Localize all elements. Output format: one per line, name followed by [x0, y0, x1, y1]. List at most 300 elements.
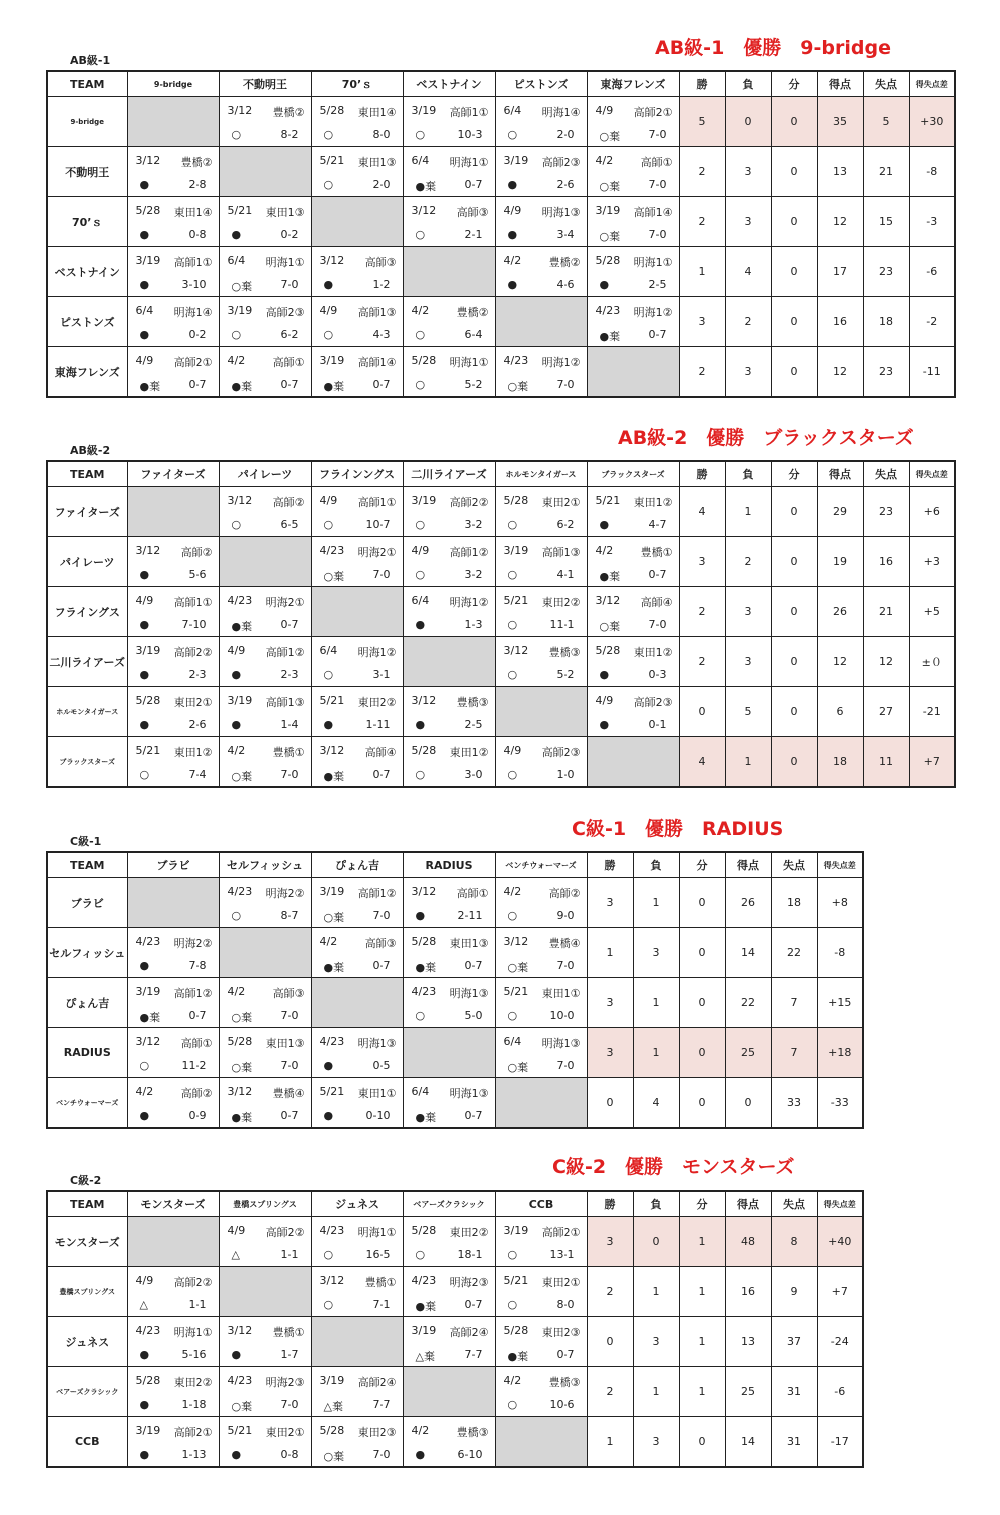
match-info — [228, 1224, 305, 1240]
match-date: 6/4 — [135, 304, 154, 317]
stat-value: -17 — [817, 1417, 863, 1468]
match-cell — [127, 687, 219, 737]
match-score: 5-0 — [464, 1009, 483, 1022]
match-result — [320, 1059, 397, 1072]
stat-value: 7 — [771, 1028, 817, 1078]
match-result — [504, 178, 581, 191]
stat-value: 4 — [725, 247, 771, 297]
match-venue: 東田1④ — [173, 206, 213, 219]
match-info — [504, 594, 581, 610]
stat-value: 0 — [771, 587, 817, 637]
team-row — [47, 1317, 863, 1367]
stat-value: 0 — [679, 978, 725, 1028]
match-cell — [127, 1078, 219, 1129]
stat-value: ±０ — [909, 637, 955, 687]
match-score: 5-2 — [556, 668, 575, 681]
match-venue: 豊橋② — [456, 306, 489, 319]
match-info — [320, 1374, 397, 1390]
stat-value: 1 — [633, 978, 679, 1028]
match-info — [596, 544, 673, 560]
match-date: 4/23 — [503, 354, 529, 367]
match-score: 3-10 — [181, 278, 207, 291]
match-cell — [219, 487, 311, 537]
stat-header: 勝 — [587, 1191, 633, 1217]
result-mark: ○ — [323, 178, 334, 191]
match-score: 7-0 — [372, 909, 391, 922]
match-venue: 高師2③ — [541, 746, 581, 759]
match-venue: 東田2③ — [357, 1426, 397, 1439]
result-mark: ○ — [507, 1009, 518, 1022]
result-mark: ○棄 — [231, 1400, 253, 1413]
match-info — [320, 1035, 397, 1051]
stat-value: -33 — [817, 1078, 863, 1129]
stat-value: 4 — [633, 1078, 679, 1129]
match-score: 2-6 — [188, 718, 207, 731]
team-row — [47, 737, 955, 788]
stat-value: +15 — [817, 978, 863, 1028]
stat-value: 37 — [771, 1317, 817, 1367]
match-info — [320, 154, 397, 170]
match-venue: 高師2① — [633, 106, 673, 119]
match-venue: 高師① — [640, 156, 673, 169]
match-date: 5/28 — [503, 1324, 529, 1337]
result-mark: ○ — [507, 568, 518, 581]
match-score: 1-3 — [464, 618, 483, 631]
stat-value: 1 — [633, 878, 679, 928]
match-result — [504, 1059, 581, 1075]
result-mark: ●棄 — [415, 180, 437, 193]
match-info — [412, 154, 489, 170]
match-date: 4/9 — [503, 204, 522, 217]
match-date: 3/12 — [319, 1274, 345, 1287]
match-date: 4/23 — [319, 1035, 345, 1048]
match-result — [412, 228, 489, 241]
match-venue: 明海2① — [357, 546, 397, 559]
match-score: 3-0 — [464, 768, 483, 781]
stat-value: 3 — [633, 1417, 679, 1468]
match-cell — [587, 247, 679, 297]
result-mark: ○ — [139, 768, 150, 781]
match-date: 3/19 — [135, 985, 161, 998]
match-score: 13-1 — [549, 1248, 575, 1261]
match-date: 3/12 — [227, 1085, 253, 1098]
match-result — [504, 378, 581, 394]
match-venue: 高師③ — [364, 937, 397, 950]
stat-header: 得点 — [817, 461, 863, 487]
match-venue: 高師② — [548, 887, 581, 900]
match-date: 3/12 — [319, 744, 345, 757]
match-result — [412, 178, 489, 194]
match-info — [136, 254, 213, 270]
match-date: 4/23 — [595, 304, 621, 317]
match-cell — [403, 197, 495, 247]
match-result — [136, 568, 213, 581]
match-date: 5/21 — [227, 204, 253, 217]
match-date: 4/9 — [319, 494, 338, 507]
match-info — [136, 1274, 213, 1290]
result-mark: ○ — [507, 668, 518, 681]
stat-value: +8 — [817, 878, 863, 928]
team-name: 9-bridge — [47, 97, 127, 147]
stat-value: +30 — [909, 97, 955, 147]
match-info — [596, 304, 673, 320]
match-cell — [403, 878, 495, 928]
team-name: 不動明王 — [47, 147, 127, 197]
match-info — [320, 694, 397, 710]
match-date: 3/12 — [503, 935, 529, 948]
match-date: 4/2 — [227, 985, 246, 998]
section-label: AB級-2 — [70, 444, 111, 457]
match-result — [136, 959, 213, 972]
team-name: セルフィッシュ — [47, 928, 127, 978]
team-name: ピストンズ — [47, 297, 127, 347]
match-info — [504, 154, 581, 170]
self-match-cell — [587, 737, 679, 788]
match-venue: 明海2① — [265, 596, 305, 609]
match-result — [320, 568, 397, 584]
match-result — [228, 618, 305, 634]
stat-value: 0 — [771, 97, 817, 147]
match-cell — [587, 687, 679, 737]
match-venue: 高師2② — [265, 1226, 305, 1239]
stat-value: 22 — [771, 928, 817, 978]
team-column-header: ぴょん吉 — [311, 852, 403, 878]
stat-value: 3 — [725, 637, 771, 687]
match-info — [504, 104, 581, 120]
match-result — [136, 668, 213, 681]
match-venue: 東田1③ — [357, 156, 397, 169]
match-venue: 明海1① — [265, 256, 305, 269]
team-column-header: 9-bridge — [127, 71, 219, 97]
stat-value: 0 — [725, 1078, 771, 1129]
match-venue: 明海1③ — [541, 1037, 581, 1050]
match-date: 4/9 — [135, 594, 154, 607]
match-score: 3-2 — [464, 568, 483, 581]
team-column-header: 不動明王 — [219, 71, 311, 97]
match-date: 4/2 — [411, 304, 430, 317]
result-mark: ○ — [415, 378, 426, 391]
match-date: 4/2 — [595, 154, 614, 167]
match-venue: 高師1② — [449, 546, 489, 559]
match-info — [320, 935, 397, 951]
stat-value: 3 — [725, 347, 771, 398]
match-info — [136, 694, 213, 710]
match-cell — [403, 928, 495, 978]
match-venue: 高師① — [456, 887, 489, 900]
match-result — [412, 768, 489, 781]
stat-value: -21 — [909, 687, 955, 737]
match-venue: 明海2③ — [449, 1276, 489, 1289]
stat-value: 27 — [863, 687, 909, 737]
stat-value: 3 — [633, 1317, 679, 1367]
match-cell — [403, 687, 495, 737]
match-score: 7-0 — [648, 128, 667, 141]
match-cell — [403, 587, 495, 637]
team-name: ベンチウォーマーズ — [47, 1078, 127, 1129]
header-row — [47, 461, 955, 487]
match-info — [228, 694, 305, 710]
match-date: 4/9 — [411, 544, 430, 557]
match-info — [136, 985, 213, 1001]
match-cell — [311, 1028, 403, 1078]
match-info — [136, 935, 213, 951]
match-info — [412, 1085, 489, 1101]
match-score: 0-9 — [188, 1109, 207, 1122]
section-label: C級-1 — [70, 835, 102, 848]
match-info — [136, 1035, 213, 1051]
section-label: AB級-1 — [70, 54, 111, 67]
match-info — [136, 644, 213, 660]
team-name: 二川ライアーズ — [47, 637, 127, 687]
result-mark: ○ — [323, 668, 334, 681]
match-venue: 高師2② — [173, 646, 213, 659]
match-date: 4/23 — [227, 885, 253, 898]
match-venue: 明海1① — [449, 356, 489, 369]
team-row — [47, 247, 955, 297]
match-cell — [495, 978, 587, 1028]
match-info — [228, 644, 305, 660]
self-match-cell — [219, 537, 311, 587]
match-venue: 高師② — [272, 496, 305, 509]
match-cell — [311, 737, 403, 788]
stat-value: 12 — [817, 637, 863, 687]
match-cell — [127, 737, 219, 788]
match-date: 5/28 — [595, 644, 621, 657]
match-result — [504, 518, 581, 531]
result-mark: ● — [415, 1448, 426, 1461]
match-info — [412, 1324, 489, 1340]
match-date: 5/21 — [503, 594, 529, 607]
result-mark: ● — [599, 278, 610, 291]
match-venue: 高師2③ — [633, 696, 673, 709]
team-row — [47, 687, 955, 737]
match-info — [596, 494, 673, 510]
team-header: TEAM — [47, 461, 127, 487]
match-venue: 高師1④ — [633, 206, 673, 219]
result-mark: ○棄 — [231, 1011, 253, 1024]
stat-value: 3 — [725, 587, 771, 637]
match-cell — [311, 878, 403, 928]
self-match-cell — [127, 487, 219, 537]
team-header: TEAM — [47, 71, 127, 97]
match-result — [596, 178, 673, 194]
match-info — [504, 1224, 581, 1240]
team-column-header: ホルモンタイガース — [495, 461, 587, 487]
result-mark: ○ — [323, 128, 334, 141]
match-date: 3/19 — [411, 104, 437, 117]
match-info — [320, 885, 397, 901]
stat-value: 2 — [725, 537, 771, 587]
match-date: 3/12 — [227, 1324, 253, 1337]
result-mark: ○ — [323, 328, 334, 341]
match-venue: 高師1③ — [265, 696, 305, 709]
stat-header: 得失点差 — [909, 71, 955, 97]
result-mark: ● — [415, 618, 426, 631]
match-info — [320, 644, 397, 660]
result-mark: ○ — [507, 128, 518, 141]
match-date: 3/12 — [411, 694, 437, 707]
result-mark: ○ — [507, 1248, 518, 1261]
result-mark: ● — [139, 228, 150, 241]
match-venue: 高師2① — [173, 1426, 213, 1439]
match-result — [412, 378, 489, 391]
match-info — [228, 254, 305, 270]
team-name: 豊橋スプリングス — [47, 1267, 127, 1317]
result-mark: ○棄 — [231, 770, 253, 783]
result-mark: ● — [139, 178, 150, 191]
match-score: 4-1 — [556, 568, 575, 581]
match-score: 7-10 — [181, 618, 207, 631]
match-result — [596, 228, 673, 244]
match-venue: 高師1② — [173, 987, 213, 1000]
match-date: 6/4 — [503, 104, 522, 117]
result-mark: ●棄 — [507, 1350, 529, 1363]
match-result — [320, 278, 397, 291]
stat-value: 15 — [863, 197, 909, 247]
match-venue: 明海1① — [357, 1226, 397, 1239]
result-mark: ● — [139, 718, 150, 731]
match-result — [228, 1448, 305, 1461]
match-date: 4/23 — [135, 935, 161, 948]
match-score: 2-0 — [372, 178, 391, 191]
match-cell — [127, 247, 219, 297]
match-result — [136, 1298, 213, 1311]
team-name: 70’ｓ — [47, 197, 127, 247]
team-row — [47, 878, 863, 928]
match-date: 3/12 — [135, 154, 161, 167]
match-cell — [495, 537, 587, 587]
match-result — [136, 1109, 213, 1122]
match-score: 1-18 — [181, 1398, 207, 1411]
match-venue: 高師1① — [173, 596, 213, 609]
result-mark: △棄 — [415, 1350, 435, 1363]
match-score: 7-7 — [372, 1398, 391, 1411]
result-mark: ○棄 — [323, 1450, 345, 1463]
match-score: 1-11 — [365, 718, 391, 731]
stat-header: 失点 — [863, 71, 909, 97]
match-date: 3/19 — [503, 154, 529, 167]
self-match-cell — [311, 1317, 403, 1367]
match-result — [412, 1448, 489, 1461]
match-info — [596, 694, 673, 710]
match-result — [320, 378, 397, 394]
match-date: 5/21 — [503, 1274, 529, 1287]
match-date: 6/4 — [411, 1085, 430, 1098]
match-score: 3-4 — [556, 228, 575, 241]
match-date: 4/9 — [227, 1224, 246, 1237]
stat-header: 得失点差 — [817, 852, 863, 878]
match-score: 0-7 — [464, 178, 483, 191]
stat-value: 1 — [587, 928, 633, 978]
match-cell — [311, 97, 403, 147]
match-venue: 明海1② — [357, 646, 397, 659]
team-row — [47, 637, 955, 687]
team-column-header: モンスターズ — [127, 1191, 219, 1217]
match-info — [412, 1274, 489, 1290]
match-venue: 豊橋③ — [456, 1426, 489, 1439]
match-cell — [219, 197, 311, 247]
match-score: 8-2 — [280, 128, 299, 141]
match-score: 9-0 — [556, 909, 575, 922]
match-cell — [311, 297, 403, 347]
match-score: 7-8 — [188, 959, 207, 972]
team-header: TEAM — [47, 852, 127, 878]
match-cell — [403, 97, 495, 147]
stat-value: -3 — [909, 197, 955, 247]
match-info — [228, 1035, 305, 1051]
match-venue: 高師1② — [265, 646, 305, 659]
result-mark: ●棄 — [323, 770, 345, 783]
match-cell — [495, 197, 587, 247]
stat-value: 2 — [679, 637, 725, 687]
match-venue: 高師1④ — [357, 356, 397, 369]
match-cell — [495, 587, 587, 637]
stat-value: 12 — [817, 197, 863, 247]
match-result — [412, 568, 489, 581]
match-score: 7-0 — [556, 378, 575, 391]
match-result — [504, 1009, 581, 1022]
match-info — [136, 1374, 213, 1390]
stat-value: 0 — [679, 1028, 725, 1078]
team-name: 東海フレンズ — [47, 347, 127, 398]
result-mark: ○ — [231, 328, 242, 341]
match-date: 4/2 — [411, 1424, 430, 1437]
match-date: 3/19 — [319, 885, 345, 898]
match-cell — [127, 297, 219, 347]
league-table — [46, 70, 956, 398]
stat-value: +7 — [909, 737, 955, 788]
match-venue: 豊橋② — [548, 256, 581, 269]
match-info — [412, 354, 489, 370]
match-date: 5/28 — [227, 1035, 253, 1048]
match-venue: 高師2① — [173, 356, 213, 369]
result-mark: ● — [415, 718, 426, 731]
league-table — [46, 1190, 864, 1468]
match-venue: 東田1② — [633, 496, 673, 509]
match-score: 0-7 — [280, 378, 299, 391]
stat-header: 得点 — [725, 852, 771, 878]
match-score: 10-3 — [457, 128, 483, 141]
match-cell — [311, 1217, 403, 1267]
match-result — [136, 618, 213, 631]
result-mark: ● — [323, 718, 334, 731]
match-score: 0-7 — [372, 768, 391, 781]
result-mark: ○ — [415, 518, 426, 531]
match-result — [320, 328, 397, 341]
stat-header: 分 — [771, 461, 817, 487]
match-venue: 明海2③ — [265, 1376, 305, 1389]
match-venue: 高師2④ — [357, 1376, 397, 1389]
team-name: ホルモンタイガース — [47, 687, 127, 737]
self-match-cell — [219, 928, 311, 978]
stat-value: 33 — [771, 1078, 817, 1129]
match-venue: 明海1④ — [173, 306, 213, 319]
match-cell — [127, 1317, 219, 1367]
stat-value: 2 — [725, 297, 771, 347]
stat-value: 0 — [771, 347, 817, 398]
stat-value: 23 — [863, 347, 909, 398]
match-date: 5/28 — [503, 494, 529, 507]
match-date: 4/23 — [227, 1374, 253, 1387]
team-name: パイレーツ — [47, 537, 127, 587]
match-score: 1-7 — [280, 1348, 299, 1361]
match-info — [504, 644, 581, 660]
match-date: 5/21 — [595, 494, 621, 507]
stat-value: 3 — [587, 1028, 633, 1078]
match-date: 5/28 — [319, 1424, 345, 1437]
match-info — [504, 985, 581, 1001]
match-info — [412, 885, 489, 901]
